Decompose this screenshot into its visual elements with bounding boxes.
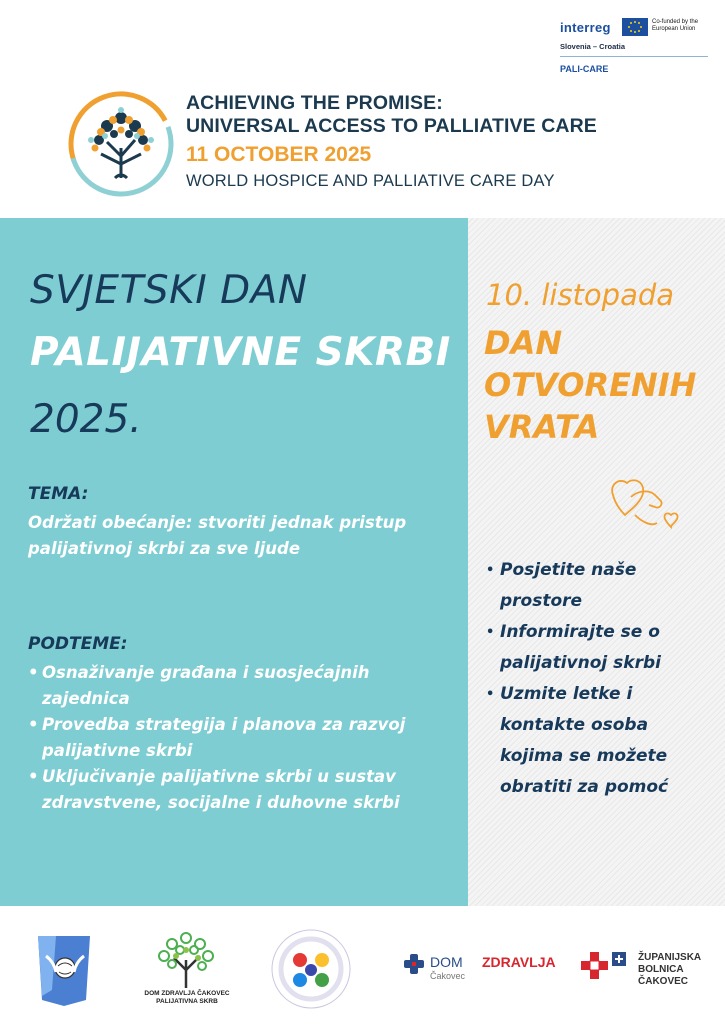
tema-text: Održati obećanje: stvoriti jednak pristup palijativnoj skrbi za sve ljude (28, 513, 407, 558)
zb-line1: ŽUPANIJSKA (638, 952, 702, 963)
tema-label: TEMA: (28, 484, 89, 504)
header-line2: UNIVERSAL ACCESS TO PALLIATIVE CARE (186, 115, 597, 137)
title-line1: SVJETSKI DAN (30, 268, 308, 313)
zb-line2: BOLNICA (638, 964, 684, 975)
list-item: • Posjetite naše prostore (486, 560, 637, 611)
header-text (186, 92, 597, 192)
dz-tree-caption2: PALIJATIVNA SKRB (156, 998, 218, 1005)
list-item: • Osnaživanje građana i suosjećajnih zajednica (28, 663, 370, 708)
dz-palliative-logo (142, 930, 232, 1008)
open-day-line1: DAN (484, 324, 563, 362)
list-item: • Informirajte se o palijativnoj skrbi (486, 622, 661, 673)
visit-item-text: Informirajte se o palijativnoj skrbi (500, 622, 661, 673)
zupanijska-bolnica-logo (580, 950, 710, 990)
zb-line3: ČAKOVEC (638, 976, 689, 987)
tree-logo-icon (67, 90, 175, 198)
hands-globe-logo-icon (32, 930, 96, 1008)
title-line2: PALIJATIVNE SKRBI (30, 330, 451, 375)
divider (560, 56, 708, 57)
dz-cakovec-logo (402, 950, 556, 981)
green-tree-icon (142, 930, 232, 990)
heart-hand-icon (605, 475, 685, 537)
list-item: • Uzmite letke i kontakte osoba kojima se možete obratiti za pomoć (486, 684, 669, 797)
cofunded-text: Co-funded by the European Union (652, 19, 699, 32)
dz-tree-caption1: DOM ZDRAVLJA ČAKOVEC (144, 990, 230, 997)
hospital-cross-icon (580, 950, 632, 990)
region-text: Slovenia – Croatia (560, 42, 626, 51)
header-subtitle: WORLD HOSPICE AND PALLIATIVE CARE DAY (186, 172, 555, 190)
zb-text (638, 952, 701, 988)
podteme-item-text: Uključivanje palijativne skrbi u sustav zdravstvene, socijalne i duhovne skrbi (42, 767, 400, 812)
dz-word2: ZDRAVLJA (482, 954, 556, 970)
dz-city: Čakovec (430, 971, 466, 981)
podteme-label: PODTEME: (28, 634, 128, 654)
visit-item-text: Posjetite naše prostore (500, 560, 637, 611)
interreg-brand: interreg (560, 20, 611, 35)
open-day-line2: OTVORENIH (484, 366, 697, 404)
podteme-item-text: Osnaživanje građana i suosjećajnih zajednica (42, 663, 370, 708)
interreg-logo (560, 18, 710, 80)
eu-flag-icon (622, 18, 648, 36)
list-item: • Provedba strategija i planova za razvoj palijativne skrbi (28, 715, 406, 760)
dz-word1: DOM (430, 954, 463, 970)
header-line1: ACHIEVING THE PROMISE: (186, 92, 443, 114)
header-date: 11 OCTOBER 2025 (186, 143, 372, 166)
podteme-list (28, 660, 458, 816)
list-item: • Uključivanje palijativne skrbi u sustav zdravstvene, socijalne i duhovne skrbi (28, 767, 400, 812)
nurses-association-logo-icon (270, 928, 352, 1010)
title-year: 2025. (30, 397, 142, 442)
medical-cross-icon (402, 952, 426, 976)
visit-item-text: Uzmite letke i kontakte osoba kojima se možete obratiti za pomoć (500, 684, 669, 797)
open-day-line3: VRATA (484, 408, 600, 446)
open-day-title (484, 322, 696, 448)
podteme-item-text: Provedba strategija i planova za razvoj palijativne skrbi (42, 715, 406, 760)
open-day-date: 10. listopada (486, 278, 675, 312)
visit-list (486, 555, 716, 803)
project-name: PALI-CARE (560, 64, 609, 74)
